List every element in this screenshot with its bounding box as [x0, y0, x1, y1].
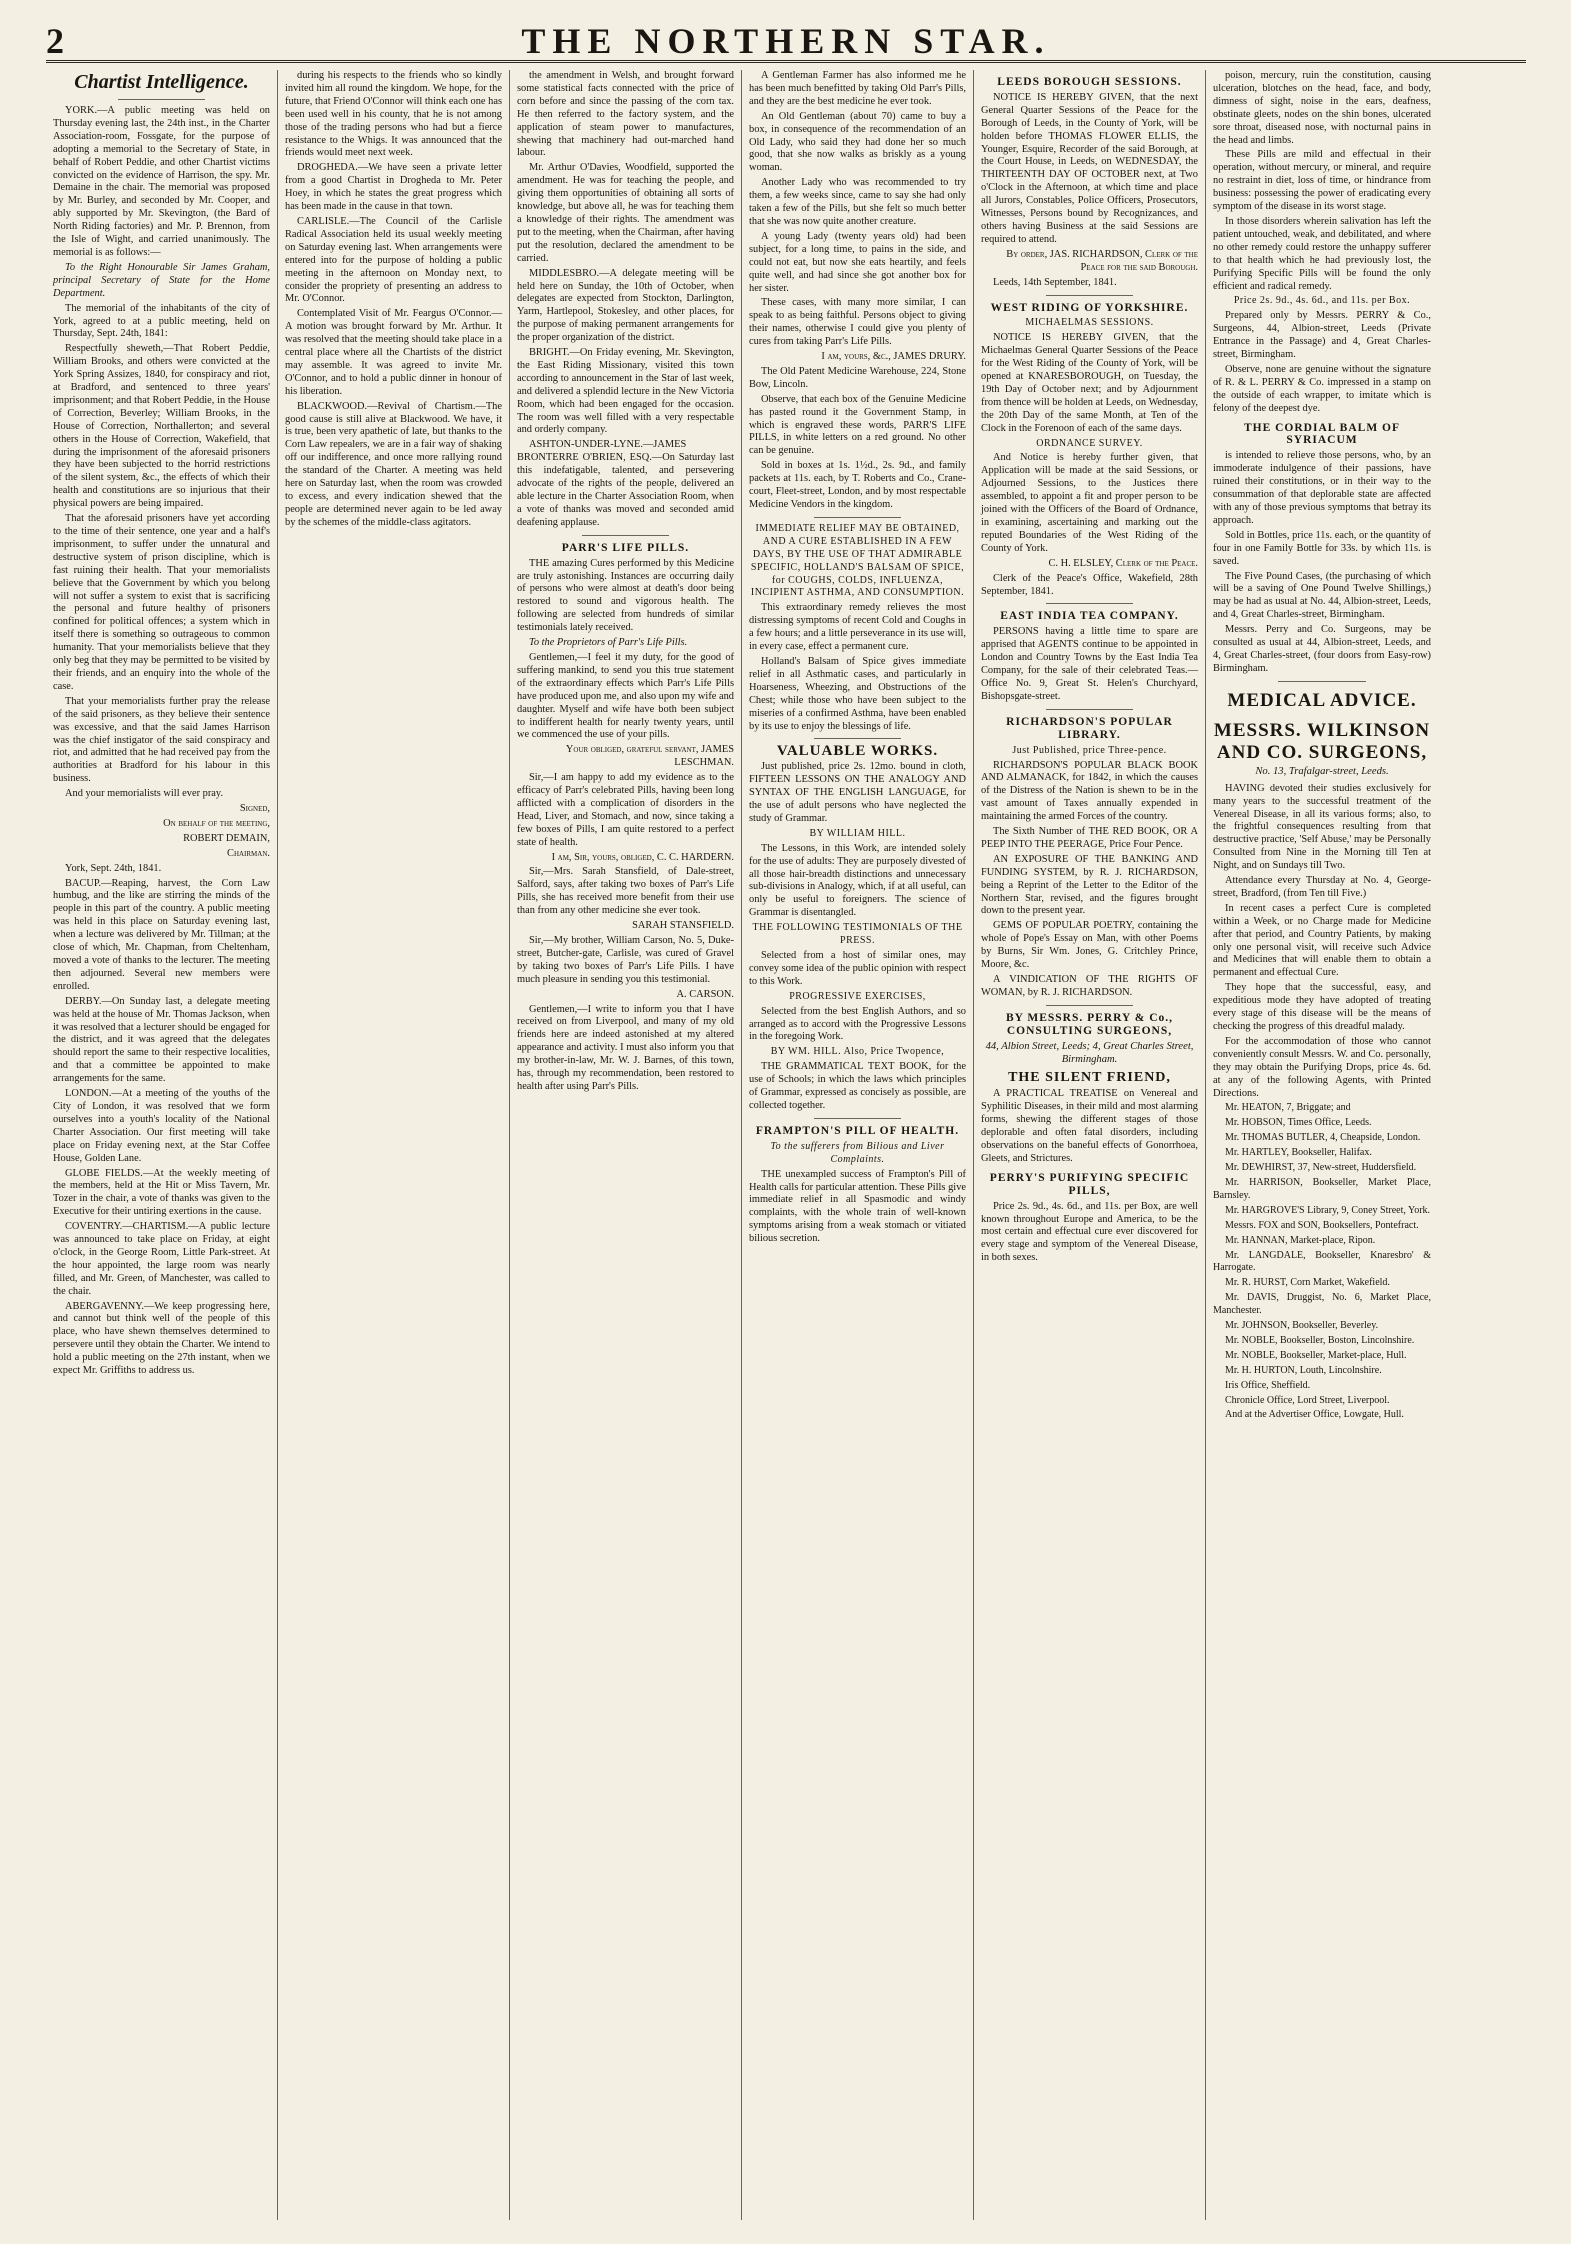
agent-line: Mr. HEATON, 7, Briggate; and	[1225, 1102, 1351, 1114]
signature-label: Signed,	[239, 803, 270, 815]
advert-heading: THE FOLLOWING TESTIMONIALS OF THE PRESS.	[752, 922, 963, 947]
article-paragraph: CARLISLE.—The Council of the Carlisle Radical Association held its usual weekly meeting on Saturday evening last. When arrangements were entered into for the purpose of holding a public meeting in the afternoon on Monday next, to consider the propriety of presenting an address to Mr. O'Connor.	[285, 215, 502, 305]
agent-line: Messrs. FOX and SON, Booksellers, Pontefract.	[1225, 1219, 1419, 1231]
article-paragraph: BRIGHT.—On Friday evening, Mr. Skevington, the East Riding Missionary, visited this town according to announcement in the Star of last week, and delivered a splendid lecture in the New Victoria Room, which had been engaged for the occasion. The room was well filled with a very respectable and orderly company.	[517, 347, 734, 436]
advert-heading: IMMEDIATE RELIEF MAY BE OBTAINED, AND A CURE ESTABLISHED IN A FEW DAYS, BY THE USE OF THAT ADMIRABLE SPECIFIC, HOLLAND'S BALSAM OF SPICE, for COUGHS, COLDS, INFLUENZA, INCIPIENT ASTHMA, AND CONSUMPTION.	[750, 522, 965, 599]
advert-paragraph: The Five Pound Cases, (the purchasing of which will be a saving of One Pound Twelve Shillings,) may be had as usual at No. 44, Albion-street, Leeds, and 4, Great Charles-street, Birmingham.	[1213, 570, 1431, 621]
agent-line: Mr. NOBLE, Bookseller, Market-place, Hull.	[1225, 1349, 1407, 1361]
advert-paragraph: poison, mercury, ruin the constitution, causing ulceration, blotches on the head, face, and body, dimness of sight, noise in the ears, deafness, obstinate gleets, nodes on the shin bones, ulcerated sore throat, diseased nose, with nocturnal pains in the head and limbs.	[1213, 70, 1431, 146]
column-4	[742, 70, 974, 2220]
article-paragraph: Respectfully sheweth,—That Robert Peddie, William Brooks, and others were convicted at the York Spring Assizes, 1840, for conspiracy and riot, at Bradford, and sentenced to three years' imprisonment; and that Robert Peddie, in the House of Correction, Beverley; William Brooks, in the House of Correction, Northallerton; and several others in the House of Correction, Wakefield, that during the imprisonment of the aforesaid prisoners they have been subjected to the horrid restrictions of the silent system, &c., the effects of which their health and constitutions are so injurious that their physical powers are being impaired.	[53, 343, 270, 510]
agents-list	[1213, 1102, 1431, 1422]
agent-line: Mr. NOBLE, Bookseller, Boston, Lincolnshire.	[1225, 1334, 1415, 1346]
article-paragraph: DROGHEDA.—We have seen a private letter from a good Chartist in Drogheda to Mr. Peter Hoey, in which he states the great progress which has been made in the cause in that town.	[285, 162, 502, 213]
advert-paragraph: These Pills are mild and effectual in their operation, without mercury, or mineral, and require no restraint in diet, loss of time, or hindrance from business: possessing the power of eradicating every symptom of the disease in its worst stage.	[1213, 149, 1431, 213]
letter-recipient: To the Proprietors of Parr's Life Pills.	[529, 637, 688, 649]
article-paragraph: during his respects to the friends who so kindly invited him all round the kingdom. We hope, for the future, that Friend O'Connor will think each one has been used well in his county, that he is not among those of the trading persons who had but a fierce resistance to the Whigs. It was announced that the friends would meet next week.	[285, 70, 502, 159]
divider	[1046, 603, 1133, 604]
advert-paragraph: This extraordinary remedy relieves the most distressing symptoms of recent Cold and Coughs in a few hours; and a little perseverance in its use will, in every case, effect a permanent cure.	[749, 602, 966, 653]
notice-paragraph: AN EXPOSURE OF THE BANKING AND FUNDING SYSTEM, by R. J. RICHARDSON, being a Reprint of the Letter to the Editor of the Northern Star, revised, and the figures brought down to the present year.	[981, 853, 1198, 917]
agent-line: Mr. HANNAN, Market-place, Ripon.	[1225, 1234, 1376, 1246]
advert-paragraph: THE unexampled success of Frampton's Pill of Health calls for particular attention. These Pills give immediate relief in all Spasmodic and windy complaints, with the whole train of well-known symptoms arising from a weak stomach or vitiated bilious secretion.	[749, 1168, 966, 1245]
advert-paragraph: In recent cases a perfect Cure is completed within a Week, or no Charge made for Medicine after that period, and Country Patients, by making only one personal visit, will receive such Advice and Medicines that will enable them to obtain a permanent and effectual Cure.	[1213, 902, 1431, 979]
agent-line: Mr. LANGDALE, Bookseller, Knaresbro' & Harrogate.	[1213, 1249, 1431, 1274]
dateline: York, Sept. 24th, 1841.	[65, 862, 162, 874]
article-paragraph: LONDON.—At a meeting of the youths of the City of London, it was resolved that we form ourselves into a youth's locality of the National Charter Association. Our first meeting will take place on Friday evening next, at the Star Coffee House, Golden Lane.	[53, 1088, 270, 1164]
advert-paragraph: Sir,—Mrs. Sarah Stansfield, of Dale-street, Salford, says, after taking two boxes of Parr's Life Pills, she has received more benefit from their use than from any other medicine she ever took.	[517, 866, 734, 917]
testimonial-signature: Your obliged, grateful servant, JAMES LESCHMAN.	[565, 744, 734, 769]
agent-line: Mr. H. HURTON, Louth, Lincolnshire.	[1225, 1364, 1382, 1376]
advert-paragraph: Observe, none are genuine without the signature of R. & L. PERRY & Co. impressed in a stamp on the outside of each wrapper, to imitate which is felony of the deepest dye.	[1213, 363, 1431, 414]
signature-role: Chairman.	[227, 847, 270, 859]
testimonial-signature: A. CARSON.	[676, 988, 734, 1000]
author-line: BY WILLIAM HILL.	[809, 827, 906, 839]
advert-paragraph: A Gentleman Farmer has also informed me he has been much benefitted by taking Old Parr's Pills, and they are the best medicine he ever took.	[749, 70, 966, 107]
divider	[1278, 681, 1365, 682]
notice-paragraph: NOTICE IS HEREBY GIVEN, that the next General Quarter Sessions of the Peace for the Borough of Leeds, in the County of York, will be holden before THOMAS FLOWER ELLIS, the Younger, Esquire, Recorder of the said Borough, at the Court House, in Leeds, on WEDNESDAY, the THIRTEENTH DAY OF OCTOBER next, at Two o'Clock in the Afternoon, at which time and place all Jurors, Constables, Police Officers, Prosecutors, Witnesses, Persons bound by Recognizances, and others having Business at the said Sessions are required to attend.	[981, 91, 1198, 245]
article-paragraph: ASHTON-UNDER-LYNE.—JAMES BRONTERRE O'BRIEN, ESQ.—On Saturday last this indefatigable, talented, and persevering advocate of the rights of the people, delivered an able lecture in the Charter Association Room, when a vote of thanks was moved and seconded amid deafening applause.	[517, 439, 734, 528]
notice-paragraph: PERSONS having a little time to spare are apprised that AGENTS continue to be appointed in London and Country Towns by the East India Tea Company, for the sale of their celebrated Teas.—Office No. 9, Great St. Helen's Churchyard, Bishopsgate-street.	[981, 626, 1198, 702]
notice-paragraph: The Sixth Number of THE RED BOOK, OR A PEEP INTO THE PEERAGE, Price Four Pence.	[981, 826, 1198, 850]
advert-paragraph: For the accommodation of those who cannot conveniently consult Messrs. W. and Co. personally, they may obtain the Purifying Drops, price 4s. 6d. at any of the following Agents, with Printed Directions.	[1213, 1035, 1431, 1099]
notice-paragraph: GEMS OF POPULAR POETRY, containing the whole of Pope's Essay on Man, with other Poems by Burns, Sir Wm. Jones, G. Critchley Prince, Moore, &c.	[981, 920, 1198, 971]
article-paragraph: The memorial of the inhabitants of the city of York, agreed to at a public meeting, held on Thursday, Sept. 24th, 1841:	[53, 302, 270, 340]
notice-paragraph: A PRACTICAL TREATISE on Venereal and Syphilitic Diseases, in their mild and most alarming forms, shewing the different stages of those deplorable and often fatal disorders, including observations on the baneful effects of Gonorrhoea, Gleets, and Strictures.	[981, 1088, 1198, 1164]
notice-subheading: ORDNANCE SURVEY.	[1036, 437, 1143, 449]
testimonial-signature: I am, yours, &c., JAMES DRURY.	[821, 351, 966, 363]
advert-paragraph: The Old Patent Medicine Warehouse, 224, Stone Bow, Lincoln.	[749, 365, 966, 390]
advert-heading: PARR'S LIFE PILLS.	[561, 541, 690, 554]
newspaper-page	[46, 22, 1526, 2222]
notice-paragraph: A VINDICATION OF THE RIGHTS OF WOMAN, by R. J. RICHARDSON.	[981, 974, 1198, 998]
agent-line: And at the Advertiser Office, Lowgate, Hull.	[1225, 1409, 1404, 1421]
advert-heading: PROGRESSIVE EXERCISES,	[789, 990, 926, 1002]
article-paragraph: And your memorialists will ever pray.	[65, 788, 224, 800]
notice-subheading: Just Published, price Three-pence.	[1012, 744, 1167, 756]
notice-subheading: MICHAELMAS SESSIONS.	[1025, 317, 1154, 329]
notice-paragraph: And Notice is hereby further given, that Application will be made at the said Sessions, or Adjourned Sessions, to the Justices there assembled, to appoint a fit and proper person to be joined with the Officers of the Board of Ordnance, in examining, ascertaining and marking out the reputed Boundaries of the West Riding of the County of York.	[981, 452, 1198, 554]
advert-paragraph: Sold in Bottles, price 11s. each, or the quantity of four in one Family Bottle for 33s. by which 11s. is saved.	[1213, 529, 1431, 567]
notice-paragraph: Price 2s. 9d., 4s. 6d., and 11s. per Box, are well known throughout Europe and America, to be the most certain and effectual cure ever discovered for every stage and symptom of the Venereal Disease, in both sexes.	[981, 1200, 1198, 1264]
author-line: BY WM. HILL. Also, Price Twopence,	[770, 1046, 945, 1058]
article-paragraph: That the aforesaid prisoners have yet according to the time of their sentence, one year and a half's imprisonment, to suffer under the unnatural and destructive system of prison discipline, which is fast ruining their health. That your memorialists believe that the Government by which you belong will not suffer a system to exist that is sacrificing the personal and future healthy of prisoners confined for political offences; a system which in itself there is something so outrageous to common humanity. That your memorialists believe that they only beg that they may be permitted to be visited by their friends, and an enquiry into the whole of the case.	[53, 513, 270, 692]
advert-paragraph: Sold in boxes at 1s. 1½d., 2s. 9d., and family packets at 11s. each, by T. Roberts and Co., Crane-court, Fleet-street, London, and by most respectable Medicine Vendors in the kingdom.	[749, 460, 966, 510]
agent-line: Mr. HARGROVE'S Library, 9, Coney Street, York.	[1225, 1204, 1431, 1216]
divider	[1046, 1005, 1133, 1006]
agent-line: Mr. DEWHIRST, 37, New-street, Huddersfield.	[1225, 1162, 1417, 1174]
price-line: Price 2s. 9d., 4s. 6d., and 11s. per Box.	[1233, 295, 1411, 307]
section-title: Chartist Intelligence.	[74, 71, 249, 93]
testimonial-signature: SARAH STANSFIELD.	[632, 920, 734, 932]
advert-paragraph: They hope that the successful, easy, and expeditious mode they have adopted of treating every stage of this disease will be the means of checking the progress of this dreadful malady.	[1213, 982, 1431, 1032]
article-paragraph: DERBY.—On Sunday last, a delegate meeting was held at the house of Mr. Thomas Jackson, when it was resolved that a lecturer should be engaged for the district, and it was agreed that the delegates should report the same to their respective localities, and that a committee be appointed to make arrangements for the same.	[53, 995, 270, 1085]
column-2	[278, 70, 510, 2220]
testimonial-signature: I am, Sir, yours, obliged, C. C. HARDERN.	[551, 851, 734, 863]
notice-heading: THE SILENT FRIEND,	[1008, 1070, 1171, 1086]
advert-paragraph: Holland's Balsam of Spice gives immediate relief in all Asthmatic cases, and particularly in Hoarseness, Wheezing, and Obstructions of the Chest; while those who have been subject to the miseries of a confirmed Asthma, have been enabled by its use to enjoy the blessings of life.	[749, 655, 966, 732]
advert-paragraph: Gentlemen,—I write to inform you that I have received on from Liverpool, and many of my old friends here are indeed astonished at my altered appearance and activity. I must also inform you that my brother-in-law, Mr. W. J. Barnes, of this town, has, through my recommendation, been restored to health after using Parr's Pills.	[517, 1003, 734, 1092]
divider	[1046, 295, 1133, 296]
article-paragraph: GLOBE FIELDS.—At the weekly meeting of the members, held at the Hit or Miss Tavern, Mr. Tozer in the chair, a vote of thanks was given to the Executive for their untiring exertions in the cause.	[53, 1167, 270, 1218]
article-paragraph: That your memorialists further pray the release of the said prisoners, as they believe their sentence was excessive, and that the said James Harrison was the chief instigator of the said conspiracy and riot, and admitted that he had received pay from the authorities at Bradford for his labour in this business.	[53, 695, 270, 785]
columns	[46, 70, 1526, 2220]
notice-paragraph: RICHARDSON'S POPULAR BLACK BOOK AND ALMANACK, for 1842, in which the causes of the Distress of the Nation is shewn to be in the vast amount of Taxes annually expended in maintaining the armed Forces of the country.	[981, 759, 1198, 823]
agent-line: Mr. THOMAS BUTLER, 4, Cheapside, London.	[1225, 1132, 1421, 1144]
notice-paragraph: NOTICE IS HEREBY GIVEN, that the Michaelmas General Quarter Sessions of the Peace for the West Riding of the County of York, will be opened at KNARESBOROUGH, on Tuesday, the 19th Day of October next; and by Adjournment from thence will be holden at Leeds, on Wednesday, the 20th Day of the same Month, at Ten of the Clock in the Forenoon of each of the same days.	[981, 332, 1199, 434]
agent-line: Mr. R. HURST, Corn Market, Wakefield.	[1225, 1277, 1390, 1289]
notice-heading: PERRY'S PURIFYING SPECIFIC PILLS,	[989, 1171, 1190, 1197]
column-6	[1206, 70, 1438, 2220]
advert-paragraph: In those disorders wherein salivation has left the patient untouched, weak, and debilitated, and where no other remedy could restore the unhappy sufferer to that health which he had previously lost, the Purifying Specific Pills will be found the only efficient and radical remedy.	[1213, 215, 1431, 292]
agent-line: Mr. JOHNSON, Bookseller, Beverley.	[1225, 1320, 1379, 1332]
divider	[814, 517, 901, 518]
advert-paragraph: HAVING devoted their studies exclusively for many years to the successful treatment of the Venereal Disease, in all its various forms; also, to the frightful consequences resulting from that destructive practice, 'Self Abuse,' may be Personally Consulted from Nine in the Morning till Ten at Night, and on Sundays till Two.	[1213, 782, 1431, 872]
column-3	[510, 70, 742, 2220]
notice-signature: C. H. ELSLEY, Clerk of the Peace.	[1048, 557, 1198, 569]
divider	[582, 535, 669, 536]
agent-line: Iris Office, Sheffield.	[1225, 1379, 1311, 1391]
article-paragraph: YORK.—A public meeting was held on Thursday evening last, the 24th inst., in the Charter Association-room, Fossgate, for the purpose of adopting a memorial to the Secretary of State, in behalf of Robert Peddie, and other Chartist victims convicted on the evidence of Harrison, the spy. Mr. Demaine in the chair. The memorial was proposed by Mr. Burley, and seconded by Mr. Cooper, and ably supported by Mr. Skevington, (the Bard of North Riding factories) and Mr. P. Brennon, from the Isle of Wight, and carried unanimously. The memorial is as follows:—	[53, 105, 270, 258]
dateline: Leeds, 14th September, 1841.	[993, 276, 1117, 288]
divider	[814, 1118, 901, 1119]
signature-behalf: On behalf of the meeting,	[163, 817, 270, 829]
article-paragraph: Contemplated Visit of Mr. Feargus O'Connor.—A motion was brought forward by Mr. Arthur. It was resolved that the meeting should take place in a central place where all the Chartists of the district may assemble. It was agreed to invite Mr. O'Connor, and to hold a public dinner in honour of his liberation.	[285, 308, 502, 397]
medical-advice-heading: MEDICAL ADVICE.	[1227, 689, 1417, 711]
article-paragraph: ABERGAVENNY.—We keep progressing here, and cannot but think well of the people of this place, who have shewn themselves determined to persevere until they obtain the Charter. We intend to hold a public meeting on the 27th instant, when we expect Mr. Griffiths to address us.	[53, 1300, 270, 1377]
article-paragraph: Mr. Arthur O'Davies, Woodfield, supported the amendment. He was for teaching the people, and giving them opportunities of obtaining all sorts of knowledge, but above all, he was for teaching them a knowledge of their rights. The amendment was put to the meeting, when the Chairman, after having put the resolution, declared the amendment to be carried.	[517, 162, 734, 264]
agent-line: Mr. HOBSON, Times Office, Leeds.	[1225, 1117, 1372, 1129]
advert-paragraph: Attendance every Thursday at No. 4, George-street, Bradford, (from Ten till Five.)	[1213, 875, 1431, 899]
page-number: 2	[46, 21, 64, 61]
advert-paragraph: THE amazing Cures performed by this Medicine are truly astonishing. Instances are occurring daily of persons who were almost at death's door being restored to sound and vigorous health. The following are selected from hundreds of similar testimonials lately received.	[517, 557, 734, 634]
advert-paragraph: Sir,—My brother, William Carson, No. 5, Duke-street, Butcher-gate, Carlisle, was cured of Gravel by taking two boxes of Parr's Life Pills. I have much pleasure in sending you this testimonial.	[517, 935, 734, 985]
dateline: Clerk of the Peace's Office, Wakefield, 28th September, 1841.	[981, 572, 1198, 597]
advert-paragraph: An Old Gentleman (about 70) came to buy a box, in consequence of the recommendation of an Old Lady, who said they had done her so much good, that she now walks as briskly as a young woman.	[749, 110, 966, 174]
agent-line: Mr. HARTLEY, Bookseller, Halifax.	[1225, 1147, 1372, 1159]
advert-paragraph: Selected from a host of similar ones, may convey some idea of the public opinion with respect to this Work.	[749, 950, 966, 987]
address-line: No. 13, Trafalgar-street, Leeds.	[1255, 765, 1389, 777]
signature-name: ROBERT DEMAIN,	[183, 832, 270, 844]
advert-paragraph: A young Lady (twenty years old) had been subject, for a long time, to pains in the side, and could not eat, but now she eats heartily, and feels quite well, and had since she got another box for her sister.	[749, 230, 966, 294]
notice-heading: WEST RIDING OF YORKSHIRE.	[990, 301, 1189, 314]
article-paragraph: the amendment in Welsh, and brought forward some statistical facts connected with the price of corn before and since the passing of the corn tax. He then referred to the factory system, and the application of steam power to manufactures, shewing that machinery had out-marched hand labour.	[517, 70, 734, 159]
wilkinson-heading: MESSRS. WILKINSON AND CO. SURGEONS,	[1213, 719, 1431, 763]
agent-line: Mr. DAVIS, Druggist, No. 6, Market Place, Manchester.	[1213, 1292, 1431, 1317]
column-5	[974, 70, 1206, 2220]
article-paragraph: BLACKWOOD.—Revival of Chartism.—The good cause is still alive at Blackwood. We have, it is true, been very apathetic of late, but thanks to the Corn Law repealers, we are in a fair way of shaking off our indifference, and once more rallying round the standard of the Charter. A meeting was held here on Saturday last, when the room was crowded to excess, and every indication shewed that the people are determined never again to be led away by the schemes of the middle-class agitators.	[285, 400, 502, 528]
notice-signature: By order, JAS. RICHARDSON, Clerk of the Peace for the said Borough.	[1006, 248, 1198, 273]
article-paragraph: MIDDLESBRO.—A delegate meeting will be held here on Sunday, the 10th of October, when delegates are expected from Stockton, Darlington, Yarm, Hartlepool, Stokesley, and other places, for the purpose of making permanent arrangements for the proper organization of the district.	[517, 267, 734, 344]
article-paragraph: BACUP.—Reaping, harvest, the Corn Law humbug, and the like are stirring the minds of the people in this part of the country. A public meeting was held in this place on Saturday evening last, when a lecture was delivered by Mr. Tillman; at the close of which, Mr. Chapman, from Cheltenham, moved a vote of thanks to the lecturer. The meeting then adjourned. Several new members were enrolled.	[53, 877, 270, 992]
section-heading: VALUABLE WORKS.	[776, 743, 939, 760]
advert-paragraph: Observe, that each box of the Genuine Medicine has pasted round it the Government Stamp, in which is engraved these words, PARR'S LIFE PILLS, in white letters on a red ground. No other can be genuine.	[749, 393, 966, 457]
advert-subheading: To the sufferers from Bilious and Liver Complaints.	[770, 1140, 945, 1165]
notice-heading: BY MESSRS. PERRY & Co., CONSULTING SURGEONS,	[1005, 1011, 1174, 1037]
notice-heading: LEEDS BOROUGH SESSIONS.	[997, 76, 1182, 88]
notice-heading: RICHARDSON'S POPULAR LIBRARY.	[1006, 715, 1173, 741]
masthead	[46, 22, 1526, 63]
advert-paragraph: Prepared only by Messrs. PERRY & Co., Surgeons, 44, Albion-street, Leeds (Private Entrance in the Passage) and 4, Great Charles-street, Birmingham.	[1213, 310, 1431, 361]
divider	[814, 738, 901, 739]
advert-paragraph: These cases, with many more similar, I can speak to as being faithful. Persons object to giving their names, otherwise I could give you plenty of cures from taking Parr's Life Pills.	[749, 297, 966, 348]
address-line: 44, Albion Street, Leeds; 4, Great Charles Street, Birmingham.	[985, 1040, 1194, 1065]
column-1	[46, 70, 278, 2220]
advert-heading: THE CORDIAL BALM OF SYRIACUM	[1243, 421, 1401, 447]
advert-paragraph: Gentlemen,—I feel it my duty, for the good of suffering mankind, to send you this true statement of the extraordinary effects which Parr's Life Pills have produced upon me, and also upon my wife and daughter. Myself and wife have both been subject to indifferent health for nearly twenty years, until we commenced the use of your pills.	[517, 651, 734, 741]
newspaper-title: THE NORTHERN STAR.	[521, 21, 1051, 61]
advert-paragraph: is intended to relieve those persons, who, by an immoderate indulgence of their passions, have ruined their constitutions, or in their way to the consummation of that deplorable state are affected with any of those previous symptoms that betray its approach.	[1213, 450, 1431, 526]
advert-paragraph: THE GRAMMATICAL TEXT BOOK, for the use of Schools; in which the laws which principles of Grammar, expressed as concisely as possible, are collected together.	[749, 1061, 966, 1111]
advert-paragraph: Just published, price 2s. 12mo. bound in cloth, FIFTEEN LESSONS ON THE ANALOGY AND SYNTAX OF THE ENGLISH LANGUAGE, for the use of adult persons who have neglected the study of Grammar.	[749, 761, 966, 824]
advert-paragraph: Selected from the best English Authors, and so arranged as to accord with the Progressive Lessons in the foregoing Work.	[749, 1005, 966, 1043]
notice-heading: EAST INDIA TEA COMPANY.	[1000, 610, 1179, 623]
advert-paragraph: Sir,—I am happy to add my evidence as to the efficacy of Parr's celebrated Pills, having been long afflicted with a complication of disorders in the Head, Liver, and Stomach, and now, since taking a few boxes of Pills, I am quite restored to a perfect state of health.	[517, 772, 734, 848]
agent-line: Chronicle Office, Lord Street, Liverpool.	[1225, 1394, 1390, 1406]
advert-paragraph: Another Lady who was recommended to try them, a few weeks since, came to say she had only taken a few of the Pills, but she felt so much better that she was now quite another creature.	[749, 177, 966, 227]
advert-heading: FRAMPTON'S PILL OF HEALTH.	[755, 1124, 960, 1137]
advert-paragraph: Messrs. Perry and Co. Surgeons, may be consulted as usual at 44, Albion-street, Leeds, and 4, Great Charles-street, (four doors from Easy-row) Birmingham.	[1213, 624, 1431, 674]
memorial-address: To the Right Honourable Sir James Graham, principal Secretary of State for the Home Department.	[53, 261, 270, 299]
advert-paragraph: The Lessons, in this Work, are intended solely for the use of adults: They are purposely divested of all those hair-breadth distinctions and unnecessary sub-divisions in Analogy, which, if at all useful, can only be useful to foreigners. The science of Grammar is disentangled.	[749, 842, 966, 919]
divider	[118, 99, 205, 100]
divider	[1046, 709, 1133, 710]
article-paragraph: COVENTRY.—CHARTISM.—A public lecture was announced to take place on Friday, at eight o'clock, in the George Room, Little Park-street. At the hour appointed, the large room was nearly filled, and Mr. Green, of Manchester, was called to the chair.	[53, 1221, 270, 1297]
agent-line: Mr. HARRISON, Bookseller, Market Place, Barnsley.	[1213, 1176, 1431, 1201]
